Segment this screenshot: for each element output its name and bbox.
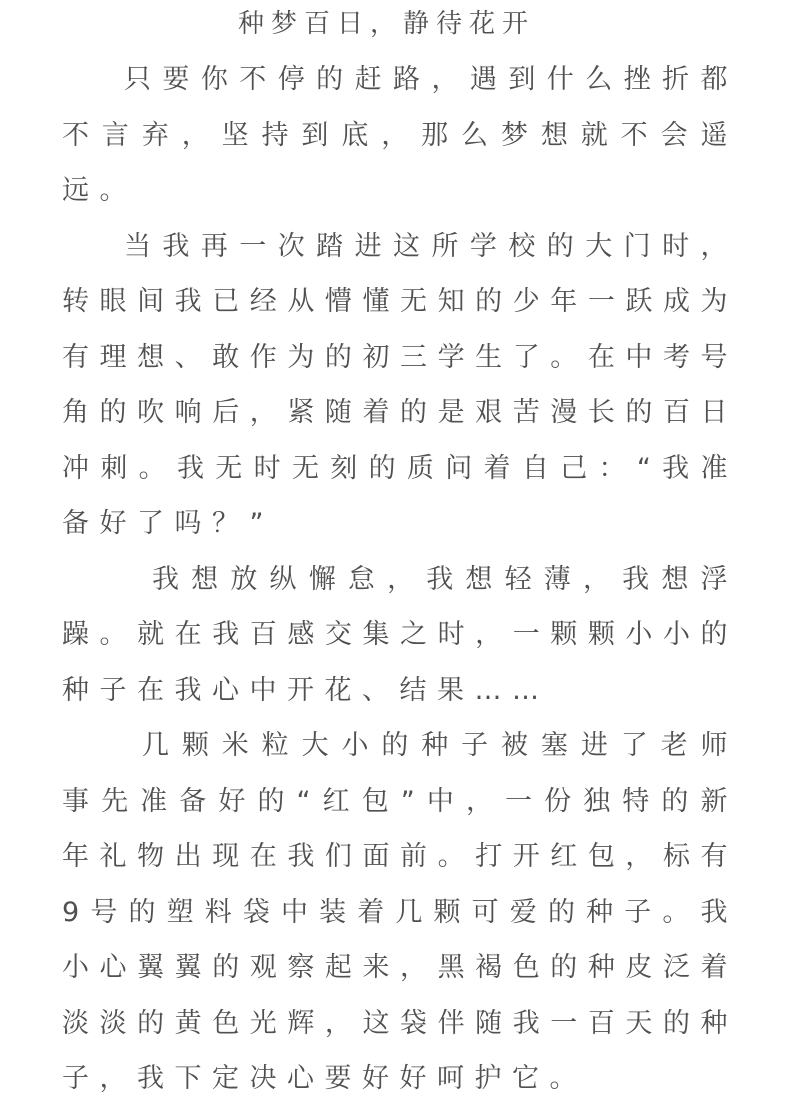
paragraph: 我想放纵懈怠，我想轻薄，我想浮躁。就在我百感交集之时，一颗颗小小的种子在我心中开花、结果……	[62, 563, 738, 706]
document-body	[62, 52, 738, 1107]
paragraph: 几颗米粒大小的种子被塞进了老师事先准备好的“红包”中，一份独特的新年礼物出现在我们面前。打开红包，标有9号的塑料袋中装着几颗可爱的种子。我小心翼翼的观察起来，黑褐色的种皮泛着淡淡的黄色光辉，这袋伴随我一百天的种子，我下定决心要好好呵护它。	[62, 730, 738, 1094]
paragraph: 只要你不停的赶路，遇到什么挫折都不言弃，坚持到底，那么梦想就不会遥远。	[62, 64, 738, 206]
document-title: 种梦百日，静待花开	[238, 9, 536, 39]
paragraph: 当我再一次踏进这所学校的大门时，转眼间我已经从懵懂无知的少年一跃成为有理想、敢作为的初三学生了。在中考号角的吹响后，紧随着的是艰苦漫长的百日冲刺。我无时无刻的质问着自己：“我准备好了吗？”	[62, 230, 738, 539]
